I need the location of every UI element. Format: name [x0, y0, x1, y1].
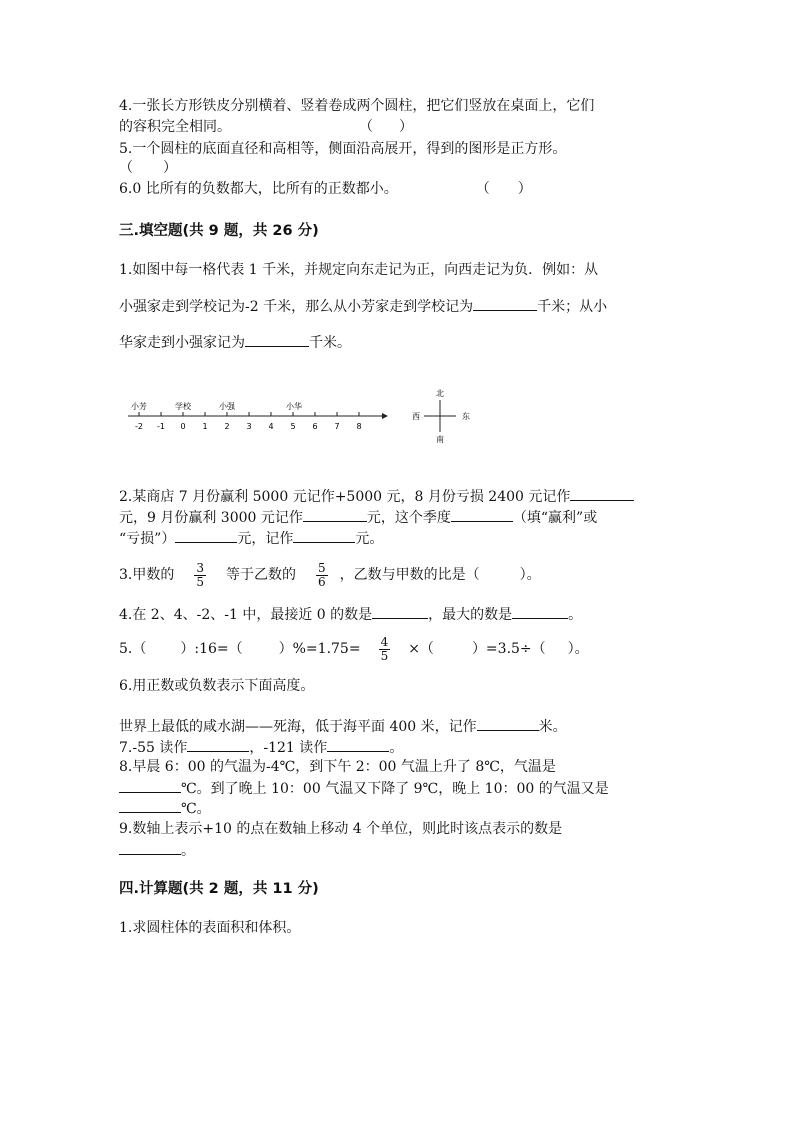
- label-xiaoqiang: 小强: [219, 402, 235, 411]
- s3-q1-line3: 华家走到小强家记为 千米。: [119, 332, 351, 353]
- section4-title: 四.计算题(共 2 题，共 11 分): [119, 881, 319, 897]
- answer-blank[interactable]: [303, 507, 367, 522]
- answer-blank[interactable]: [119, 798, 181, 813]
- fraction-5-6: $\frac{5}{6}$: [318, 560, 326, 589]
- answer-blank[interactable]: [372, 604, 428, 619]
- s3-q8-line2: ℃。到了晚上 10：00 气温又下降了 9℃，晚上 10：00 的气温又是: [119, 778, 609, 799]
- compass-south: 南: [436, 435, 444, 444]
- s3-q7: 7.-55 读作 ，-121 读作 。: [119, 737, 403, 758]
- tick-label: 0: [180, 422, 186, 431]
- judge-q5-line2[interactable]: [119, 158, 177, 178]
- s3-q2-line1: 2.某商店 7 月份赢利 5000 元记作+5000 元，8 月份亏损 2400 元记作: [119, 486, 634, 507]
- tick-label: 6: [312, 422, 318, 431]
- s3-q1-line1: 1.如图中每一格代表 1 千米，并规定向东走记为正，向西走记为负．例如：从: [119, 262, 599, 278]
- s3-q6-line2: 世界上最低的咸水湖——死海，低于海平面 400 米，记作 米。: [119, 716, 567, 737]
- judge-q4-line2: 的容积完全相同。 （ ）: [119, 119, 413, 135]
- tick-label: 4: [268, 422, 274, 431]
- answer-paren[interactable]: （ ）: [475, 181, 532, 197]
- compass-north: 北: [436, 389, 444, 398]
- judge-q5-line1: 5.一个圆柱的底面直径和高相等，侧面沿高展开，得到的图形是正方形。: [119, 141, 567, 157]
- number-line-figure: [120, 384, 500, 450]
- tick-label: 1: [202, 422, 208, 431]
- answer-blank[interactable]: [451, 507, 513, 522]
- label-school: 学校: [175, 402, 191, 411]
- answer-blank[interactable]: [293, 528, 355, 543]
- tick-label: -2: [135, 422, 143, 431]
- s3-q3: 3.甲数的 $\frac{3}{5}$ 等于乙数的 $\frac{5}{6}$ ，乙数与甲数的比是（ ）。: [119, 560, 541, 589]
- answer-blank[interactable]: [327, 737, 389, 752]
- number-line-ticks: [135, 412, 362, 431]
- tick-label: 8: [356, 422, 362, 431]
- s3-q8-line1: 8.早晨 6：00 的气温为-4℃，到下午 2：00 气温上升了 8℃，气温是: [119, 759, 556, 775]
- answer-blank[interactable]: [245, 332, 309, 347]
- answer-blank[interactable]: [119, 778, 181, 793]
- fraction-3-5: $\frac{3}{5}$: [196, 560, 204, 589]
- section3-title: 三.填空题(共 9 题，共 26 分): [119, 223, 319, 239]
- s3-q5: 5.（ ）:16=（ ）%=1.75= $\frac{4}{5}$ ×（ ）=3.5÷（ ）。: [119, 634, 589, 663]
- s3-q6-line1: 6.用正数或负数表示下面高度。: [119, 678, 315, 694]
- answer-blank[interactable]: [512, 604, 568, 619]
- tick-label: 2: [224, 422, 230, 431]
- s3-q9-line1: 9.数轴上表示+10 的点在数轴上移动 4 个单位，则此时该点表示的数是: [119, 821, 563, 837]
- answer-blank[interactable]: [187, 737, 249, 752]
- answer-blank[interactable]: [119, 840, 181, 855]
- answer-blank[interactable]: [477, 716, 539, 731]
- label-xiaohua: 小华: [286, 402, 302, 411]
- tick-label: -1: [157, 422, 165, 431]
- compass-west: 西: [412, 412, 420, 421]
- s3-q8-line3: ℃。: [119, 798, 211, 819]
- compass-east: 东: [462, 412, 470, 421]
- s4-q1: 1.求圆柱体的表面积和体积。: [119, 920, 301, 936]
- s3-q9-line2: 。: [119, 840, 195, 861]
- s3-q1-line2: 小强家走到学校记为-2 千米，那么从小芳家走到学校记为 千米；从小: [119, 296, 607, 317]
- label-xiaofang: 小芳: [131, 402, 147, 411]
- answer-paren[interactable]: （ ）: [359, 119, 413, 135]
- tick-label: 7: [334, 422, 340, 431]
- answer-blank[interactable]: [570, 486, 634, 501]
- tick-label: 5: [290, 422, 296, 431]
- fraction-4-5: $\frac{4}{5}$: [380, 634, 389, 663]
- answer-blank[interactable]: [473, 296, 537, 311]
- tick-label: 3: [246, 422, 252, 431]
- s3-q4: 4.在 2、4、-2、-1 中，最接近 0 的数是 ，最大的数是 。: [119, 604, 582, 625]
- judge-q4-line1: 4.一张长方形铁皮分别横着、竖着卷成两个圆柱，把它们竖放在桌面上，它们: [119, 98, 595, 114]
- s3-q2-line2: 元，9 月份赢利 3000 元记作 元，这个季度 （填“赢利”或: [119, 507, 597, 528]
- answer-paren: （ ）: [119, 160, 177, 176]
- answer-blank[interactable]: [175, 528, 237, 543]
- judge-q6: 6.0 比所有的负数都大，比所有的正数都小。 （ ）: [119, 181, 532, 197]
- s3-q2-line3: “亏损”） 元，记作 元。: [119, 528, 383, 549]
